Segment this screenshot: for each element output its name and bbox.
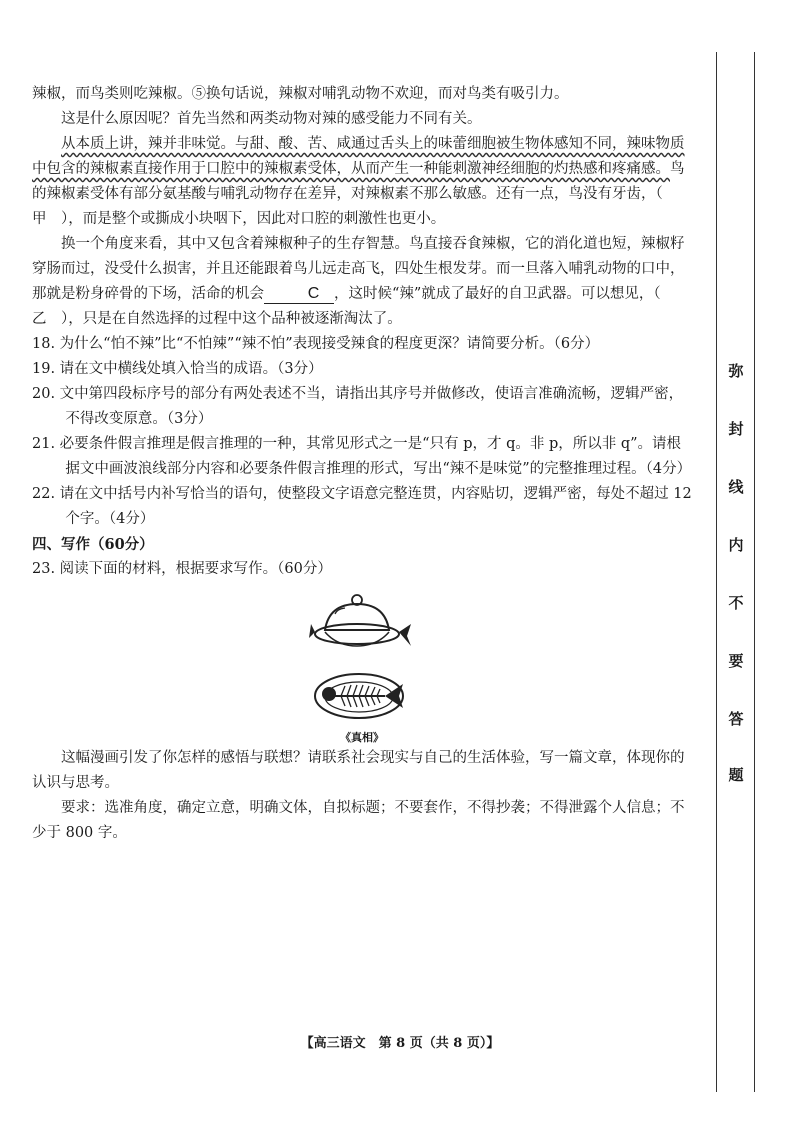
section-heading-writing: 四、写作（60分） xyxy=(32,536,154,553)
paragraph-4-part-b: ，这时候“辣”就成了最好的自卫武器。可以想见，（ 乙 ），只是在自然选择的过程中这个品种被逐渐淘汰了。 xyxy=(32,286,676,327)
fish-skeleton-drawing xyxy=(307,664,417,728)
page-content xyxy=(32,82,692,846)
passage-paragraph-3 xyxy=(32,132,692,232)
paragraph-3-rest: 鸟的辣椒素受体有部分氨基酸与哺乳动物存在差异，对辣椒素不那么敏感。还有一点，鸟没有牙齿，（ 甲 ），而是整个或撕成小块咽下，因此对口腔的刺激性也更小。 xyxy=(32,161,685,227)
passage-paragraph-4 xyxy=(32,232,692,332)
paragraph-4-part-a: 换一个角度来看，其中又包含着辣椒种子的生存智慧。鸟直接吞食辣椒，它的消化道也短，辣椒籽穿肠而过，没受什么损害，并且还能跟着鸟儿远走高飞，四处生根发芽。而一旦落入哺乳动物的口中，那就是粉身碎骨的下场，活命的机会 xyxy=(32,236,685,302)
binding-rule-inner xyxy=(716,52,717,1092)
binding-rule-outer xyxy=(754,52,755,1092)
question-22: 22. 请在文中括号内补写恰当的语句，使整段文字语意完整连贯，内容贴切，逻辑严密，每处不超过 12 个字。（4分） xyxy=(32,486,692,527)
writing-requirements: 要求：选准角度，确定立意，明确文体，自拟标题；不要套作，不得抄袭；不得泄露个人信息；不少于 800 字。 xyxy=(32,800,685,841)
answer-blank-c: C xyxy=(264,285,334,304)
seal-char: 题 xyxy=(728,766,744,784)
seal-char: 不 xyxy=(728,594,744,612)
passage-paragraph-1: 辣椒，而鸟类则吃辣椒。⑤换句话说，辣椒对哺乳动物不欢迎，而对鸟类有吸引力。 xyxy=(32,86,569,102)
cartoon-figure xyxy=(282,592,442,746)
seal-char: 要 xyxy=(728,652,744,670)
page-footer: 【高三语文 第 8 页（共 8 页）】 xyxy=(300,1036,500,1051)
question-20: 20. 文中第四段标序号的部分有两处表述不当，请指出其序号并做修改，使语言准确流畅，逻辑严密，不得改变原意。（3分） xyxy=(32,386,684,427)
seal-char: 封 xyxy=(728,420,744,438)
writing-prompt: 这幅漫画引发了你怎样的感悟与联想？请联系社会现实与自己的生活体验，写一篇文章，体现你的认识与思考。 xyxy=(32,750,685,791)
seal-char: 内 xyxy=(728,536,744,554)
question-19: 19. 请在文中横线处填入恰当的成语。（3分） xyxy=(32,361,323,377)
seal-line-notice xyxy=(723,360,749,784)
cartoon-caption: 《真相》 xyxy=(340,731,384,744)
passage-paragraph-2: 这是什么原因呢？首先当然和两类动物对辣的感受能力不同有关。 xyxy=(61,111,482,127)
question-23: 23. 阅读下面的材料，根据要求写作。（60分） xyxy=(32,561,332,577)
seal-char: 弥 xyxy=(728,362,744,380)
covered-dish-drawing xyxy=(307,592,417,664)
seal-char: 答 xyxy=(728,710,744,728)
question-21: 21. 必要条件假言推理是假言推理的一种，其常见形式之一是“只有 p，才 q。非 p，所以非 q”。请根据文中画波浪线部分内容和必要条件假言推理的形式，写出“辣不是味觉”的完整推理过程。（4分） xyxy=(32,436,692,477)
seal-char: 线 xyxy=(728,478,744,496)
wavy-underlined-text: 从本质上讲，辣并非味觉。与甜、酸、苦、咸通过舌头上的味蕾细胞被生物体感知不同，辣味物质中包含的辣椒素直接作用于口腔中的辣椒素受体，从而产生一种能刺激神经细胞的灼热感和疼痛感。 xyxy=(32,136,685,177)
question-18: 18. 为什么“怕不辣”比“不怕辣”“辣不怕”表现接受辣食的程度更深？请简要分析。（6分） xyxy=(32,336,600,352)
